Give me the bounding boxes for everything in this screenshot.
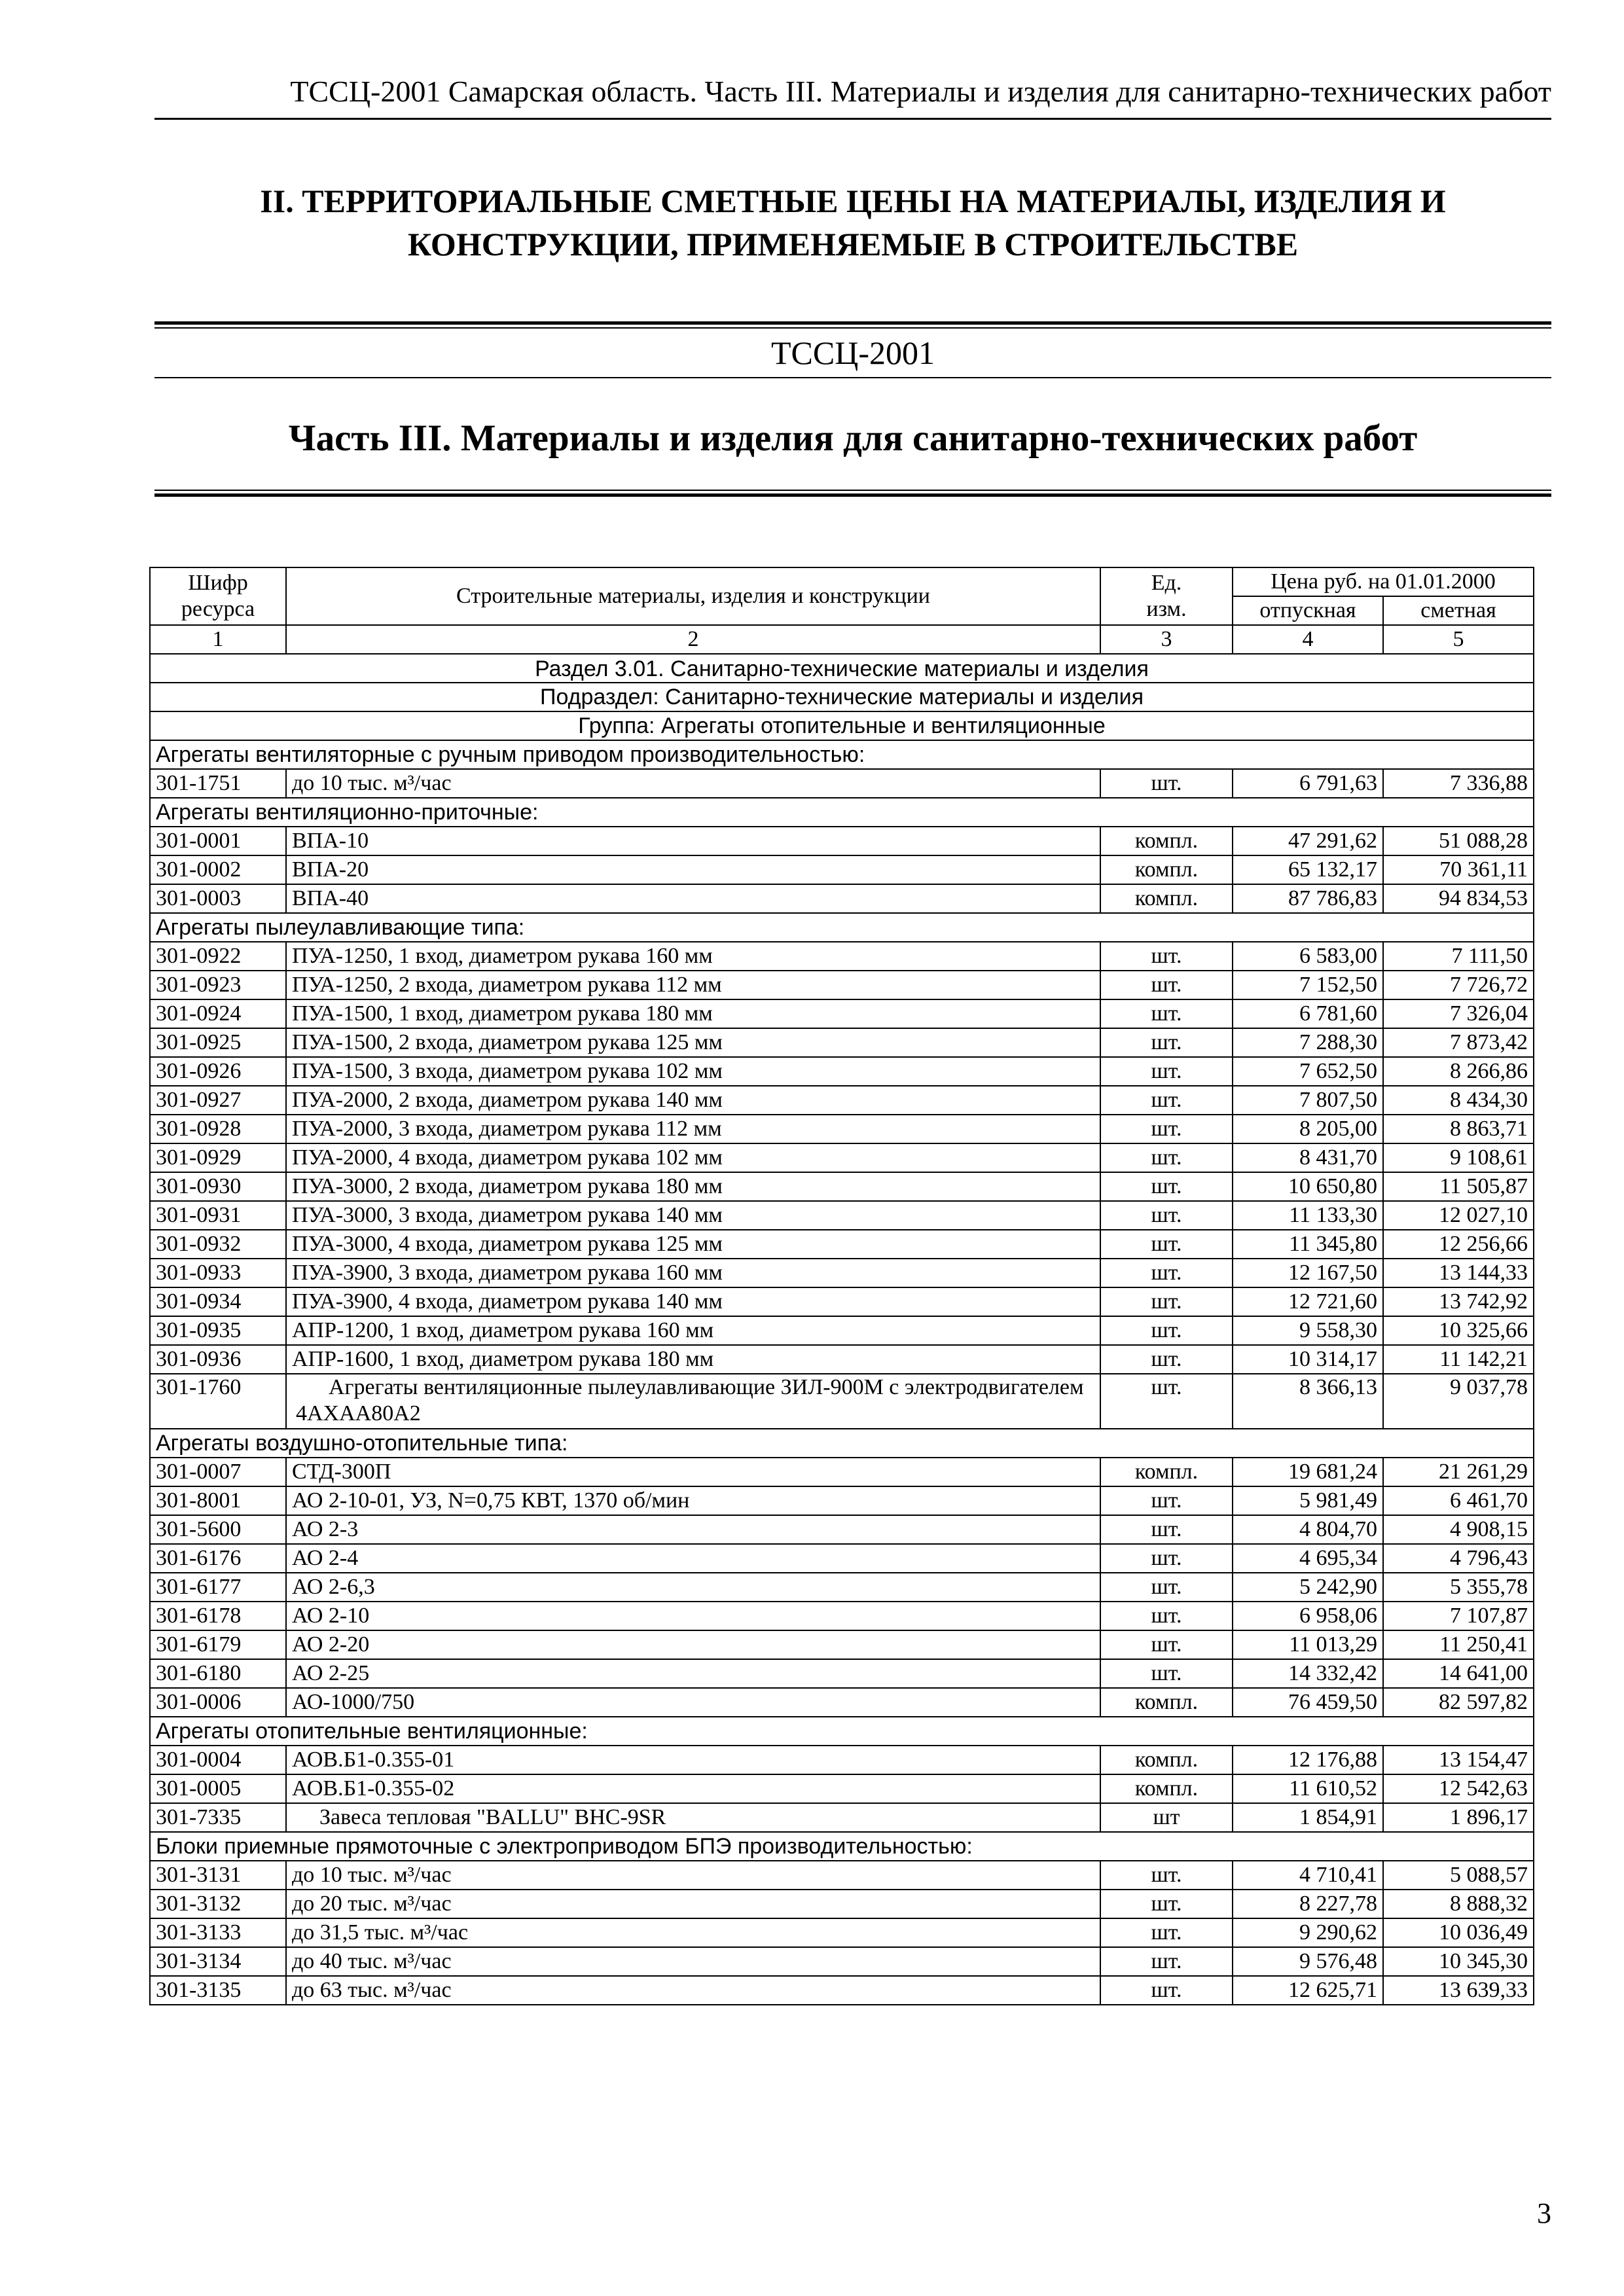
resource-name: до 10 тыс. м³/час [286,1861,1100,1890]
column-number: 5 [1383,625,1534,654]
resource-name: до 31,5 тыс. м³/час [286,1918,1100,1947]
estimate-price: 14 641,00 [1383,1659,1534,1688]
resource-code: 301-6178 [150,1602,286,1630]
estimate-price: 11 250,41 [1383,1630,1534,1659]
resource-code: 301-3133 [150,1918,286,1947]
running-header: ТССЦ-2001 Самарская область. Часть III. Материалы и изделия для санитарно-технических работ [154,65,1551,120]
table-row [150,942,1534,971]
catalog-title: ТССЦ-2001 [771,334,935,371]
table-row [150,1602,1534,1630]
header-code: Шифр ресурса [150,567,286,625]
resource-code: 301-0007 [150,1458,286,1486]
unit-cell: шт. [1100,942,1233,971]
table-row [150,1316,1534,1345]
header-price: Цена руб. на 01.01.2000 [1233,567,1534,596]
unit-cell: шт. [1100,1890,1233,1918]
unit-cell: шт. [1100,999,1233,1028]
table-row [150,1374,1534,1429]
resource-code: 301-0932 [150,1230,286,1259]
estimate-price: 21 261,29 [1383,1458,1534,1486]
estimate-price: 11 142,21 [1383,1345,1534,1374]
resource-name: АПР-1200, 1 вход, диаметром рукава 160 мм [286,1316,1100,1345]
estimate-price: 7 336,88 [1383,769,1534,798]
resource-code: 301-0929 [150,1143,286,1172]
release-price: 9 558,30 [1233,1316,1383,1345]
group-row [150,711,1534,740]
resource-name: АО 2-20 [286,1630,1100,1659]
unit-cell: шт. [1100,1947,1233,1976]
resource-name: ВПА-40 [286,884,1100,913]
block-title: Блоки приемные прямоточные с электроприводом БПЭ производительностью: [150,1832,1534,1861]
resource-code: 301-1760 [150,1374,286,1429]
block-title-row [150,1717,1534,1746]
page-number: 3 [1537,2197,1551,2229]
part-title: Часть III. Материалы и изделия для санитарно-технических работ [288,418,1418,459]
release-price: 4 710,41 [1233,1861,1383,1890]
estimate-price: 8 863,71 [1383,1115,1534,1143]
unit-cell: шт. [1100,1316,1233,1345]
release-price: 4 804,70 [1233,1515,1383,1544]
resource-code: 301-0002 [150,855,286,884]
unit-cell: шт. [1100,769,1233,798]
block-title-row [150,740,1534,769]
resource-code: 301-0923 [150,971,286,999]
estimate-price: 8 434,30 [1383,1086,1534,1115]
resource-code: 301-0924 [150,999,286,1028]
unit-cell: шт. [1100,1486,1233,1515]
resource-code: 301-3131 [150,1861,286,1890]
resource-name: АО 2-4 [286,1544,1100,1573]
resource-code: 301-3134 [150,1947,286,1976]
release-price: 5 981,49 [1233,1486,1383,1515]
unit-cell: шт. [1100,1287,1233,1316]
group-title: Группа: Агрегаты отопительные и вентиляционные [150,711,1534,740]
release-price: 12 176,88 [1233,1746,1383,1774]
resource-name: Завеса тепловая "BALLU" BHC-9SR [286,1803,1100,1832]
table-row [150,1345,1534,1374]
unit-cell: шт. [1100,1057,1233,1086]
estimate-price: 94 834,53 [1383,884,1534,913]
unit-cell: шт. [1100,1230,1233,1259]
resource-name: АО 2-10-01, УЗ, N=0,75 КВТ, 1370 об/мин [286,1486,1100,1515]
table-row [150,1259,1534,1287]
table-row [150,1458,1534,1486]
resource-name: АО 2-6,3 [286,1573,1100,1602]
release-price: 12 625,71 [1233,1976,1383,2005]
unit-cell: шт. [1100,1086,1233,1115]
resource-code: 301-3135 [150,1976,286,2005]
resource-name: до 40 тыс. м³/час [286,1947,1100,1976]
block-title-row [150,913,1534,942]
unit-cell: шт. [1100,1259,1233,1287]
resource-name: до 10 тыс. м³/час [286,769,1100,798]
estimate-price: 10 325,66 [1383,1316,1534,1345]
unit-cell: шт [1100,1803,1233,1832]
table-row [150,1918,1534,1947]
table-row [150,855,1534,884]
release-price: 11 610,52 [1233,1774,1383,1803]
estimate-price: 12 027,10 [1383,1201,1534,1230]
release-price: 8 431,70 [1233,1143,1383,1172]
release-price: 7 807,50 [1233,1086,1383,1115]
estimate-price: 13 154,47 [1383,1746,1534,1774]
block-title: Агрегаты отопительные вентиляционные: [150,1717,1534,1746]
unit-cell: шт. [1100,1544,1233,1573]
resource-name: ПУА-3000, 3 входа, диаметром рукава 140 мм [286,1201,1100,1230]
estimate-price: 70 361,11 [1383,855,1534,884]
resource-code: 301-0928 [150,1115,286,1143]
header-release-price: отпускная [1233,596,1383,625]
unit-cell: шт. [1100,1028,1233,1057]
estimate-price: 5 355,78 [1383,1573,1534,1602]
unit-cell: шт. [1100,1918,1233,1947]
column-numbers-row [150,625,1534,654]
table-row [150,1486,1534,1515]
resource-code: 301-0930 [150,1172,286,1201]
block-title: Агрегаты вентиляционно-приточные: [150,798,1534,827]
resource-name: АО 2-3 [286,1515,1100,1544]
resource-name: до 20 тыс. м³/час [286,1890,1100,1918]
estimate-price: 1 896,17 [1383,1803,1534,1832]
resource-name: АО-1000/750 [286,1688,1100,1717]
table-row [150,1861,1534,1890]
table-row [150,1976,1534,2005]
resource-code: 301-0933 [150,1259,286,1287]
table-row [150,1172,1534,1201]
estimate-price: 9 037,78 [1383,1374,1534,1429]
unit-cell: компл. [1100,855,1233,884]
table-row [150,769,1534,798]
main-title-line-2: КОНСТРУКЦИИ, ПРИМЕНЯЕМЫЕ В СТРОИТЕЛЬСТВЕ [407,226,1299,262]
estimate-price: 11 505,87 [1383,1172,1534,1201]
table-row [150,1573,1534,1602]
unit-cell: компл. [1100,827,1233,855]
estimate-price: 8 266,86 [1383,1057,1534,1086]
table-row [150,1230,1534,1259]
estimate-price: 7 111,50 [1383,942,1534,971]
release-price: 19 681,24 [1233,1458,1383,1486]
table-row [150,1803,1534,1832]
column-number: 2 [286,625,1100,654]
rule-mid [154,377,1551,378]
resource-code: 301-0934 [150,1287,286,1316]
column-number: 3 [1100,625,1233,654]
release-price: 87 786,83 [1233,884,1383,913]
unit-cell: шт. [1100,1172,1233,1201]
resource-name: ПУА-1500, 2 входа, диаметром рукава 125 мм [286,1028,1100,1057]
unit-cell: шт. [1100,1115,1233,1143]
resource-name: ПУА-3900, 3 входа, диаметром рукава 160 мм [286,1259,1100,1287]
resource-code: 301-0001 [150,827,286,855]
estimate-price: 10 036,49 [1383,1918,1534,1947]
table-row [150,1115,1534,1143]
resource-code: 301-0005 [150,1774,286,1803]
estimate-price: 7 326,04 [1383,999,1534,1028]
estimate-price: 13 144,33 [1383,1259,1534,1287]
table-row [150,1746,1534,1774]
table-row [150,1143,1534,1172]
release-price: 6 791,63 [1233,769,1383,798]
table-row [150,827,1534,855]
release-price: 12 167,50 [1233,1259,1383,1287]
release-price: 6 958,06 [1233,1602,1383,1630]
resource-code: 301-0922 [150,942,286,971]
release-price: 11 345,80 [1233,1230,1383,1259]
release-price: 7 652,50 [1233,1057,1383,1086]
estimate-price: 5 088,57 [1383,1861,1534,1890]
subsection-title: Подраздел: Санитарно-технические материалы и изделия [150,683,1534,711]
header-estimate-price: сметная [1383,596,1534,625]
resource-code: 301-6177 [150,1573,286,1602]
block-title: Агрегаты воздушно-отопительные типа: [150,1429,1534,1458]
release-price: 9 576,48 [1233,1947,1383,1976]
table-row [150,971,1534,999]
estimate-price: 7 873,42 [1383,1028,1534,1057]
release-price: 8 227,78 [1233,1890,1383,1918]
block-title-row [150,1429,1534,1458]
release-price: 10 314,17 [1233,1345,1383,1374]
table-row [150,1774,1534,1803]
section-title: Раздел 3.01. Санитарно-технические материалы и изделия [150,654,1534,683]
unit-cell: шт. [1100,1345,1233,1374]
unit-cell: шт. [1100,1143,1233,1172]
subsection-row [150,683,1534,711]
resource-name: ВПА-10 [286,827,1100,855]
resource-code: 301-0935 [150,1316,286,1345]
main-title-line-1: II. ТЕРРИТОРИАЛЬНЫЕ СМЕТНЫЕ ЦЕНЫ НА МАТЕРИАЛЫ, ИЗДЕЛИЯ И [260,183,1446,219]
release-price: 9 290,62 [1233,1918,1383,1947]
resource-name: ПУА-3900, 4 входа, диаметром рукава 140 мм [286,1287,1100,1316]
resource-name: АО 2-10 [286,1602,1100,1630]
table-row [150,1890,1534,1918]
unit-cell: компл. [1100,1688,1233,1717]
unit-cell: компл. [1100,884,1233,913]
release-price: 8 366,13 [1233,1374,1383,1429]
section-row [150,654,1534,683]
unit-cell: шт. [1100,1573,1233,1602]
resource-name: АОВ.Б1-0.355-01 [286,1746,1100,1774]
resource-code: 301-0004 [150,1746,286,1774]
table-row [150,1659,1534,1688]
release-price: 1 854,91 [1233,1803,1383,1832]
table-row [150,1201,1534,1230]
resource-code: 301-6176 [150,1544,286,1573]
estimate-price: 82 597,82 [1383,1688,1534,1717]
estimate-price: 13 639,33 [1383,1976,1534,2005]
estimate-price: 7 107,87 [1383,1602,1534,1630]
resource-name: ПУА-2000, 4 входа, диаметром рукава 102 мм [286,1143,1100,1172]
release-price: 4 695,34 [1233,1544,1383,1573]
block-title-row [150,1832,1534,1861]
release-price: 5 242,90 [1233,1573,1383,1602]
table-row [150,1028,1534,1057]
release-price: 8 205,00 [1233,1115,1383,1143]
unit-cell: шт. [1100,1201,1233,1230]
release-price: 10 650,80 [1233,1172,1383,1201]
main-title [154,179,1551,266]
unit-cell: шт. [1100,971,1233,999]
resource-code: 301-0926 [150,1057,286,1086]
table-row [150,1515,1534,1544]
resource-name: ПУА-1250, 1 вход, диаметром рукава 160 мм [286,942,1100,971]
resource-name: ВПА-20 [286,855,1100,884]
release-price: 65 132,17 [1233,855,1383,884]
estimate-price: 12 542,63 [1383,1774,1534,1803]
resource-code: 301-5600 [150,1515,286,1544]
resource-name: ПУА-2000, 3 входа, диаметром рукава 112 мм [286,1115,1100,1143]
unit-cell: компл. [1100,1458,1233,1486]
estimate-price: 12 256,66 [1383,1230,1534,1259]
estimate-price: 4 796,43 [1383,1544,1534,1573]
resource-name: ПУА-3000, 2 входа, диаметром рукава 180 мм [286,1172,1100,1201]
release-price: 14 332,42 [1233,1659,1383,1688]
resource-name: ПУА-1500, 1 вход, диаметром рукава 180 мм [286,999,1100,1028]
estimate-price: 4 908,15 [1383,1515,1534,1544]
estimate-price: 8 888,32 [1383,1890,1534,1918]
resource-name: ПУА-2000, 2 входа, диаметром рукава 140 мм [286,1086,1100,1115]
table-row [150,1086,1534,1115]
table-header-row-1 [150,567,1534,596]
resource-code: 301-0927 [150,1086,286,1115]
release-price: 6 781,60 [1233,999,1383,1028]
resource-name: АПР-1600, 1 вход, диаметром рукава 180 мм [286,1345,1100,1374]
resource-code: 301-7335 [150,1803,286,1832]
resource-code: 301-3132 [150,1890,286,1918]
release-price: 7 288,30 [1233,1028,1383,1057]
resource-code: 301-0931 [150,1201,286,1230]
release-price: 7 152,50 [1233,971,1383,999]
estimate-price: 10 345,30 [1383,1947,1534,1976]
table-row [150,884,1534,913]
resource-code: 301-0936 [150,1345,286,1374]
resource-name: Агрегаты вентиляционные пылеулавливающие ЗИЛ-900М с электродвигателем 4АХАА80А2 [286,1374,1100,1429]
unit-cell: шт. [1100,1630,1233,1659]
release-price: 47 291,62 [1233,827,1383,855]
table-row [150,1630,1534,1659]
double-rule-top [154,321,1551,329]
release-price: 6 583,00 [1233,942,1383,971]
block-title: Агрегаты вентиляторные с ручным приводом производительностью: [150,740,1534,769]
price-table [149,567,1534,2005]
unit-cell: шт. [1100,1374,1233,1429]
release-price: 76 459,50 [1233,1688,1383,1717]
unit-cell: компл. [1100,1746,1233,1774]
unit-cell: шт. [1100,1659,1233,1688]
table-row [150,1057,1534,1086]
table-row [150,1947,1534,1976]
resource-name: АО 2-25 [286,1659,1100,1688]
table-row [150,1544,1534,1573]
release-price: 12 721,60 [1233,1287,1383,1316]
resource-code: 301-1751 [150,769,286,798]
column-number: 1 [150,625,286,654]
resource-code: 301-0003 [150,884,286,913]
resource-name: ПУА-1250, 2 входа, диаметром рукава 112 мм [286,971,1100,999]
resource-code: 301-8001 [150,1486,286,1515]
table-row [150,999,1534,1028]
resource-name: ПУА-3000, 4 входа, диаметром рукава 125 мм [286,1230,1100,1259]
unit-cell: компл. [1100,1774,1233,1803]
double-rule-bottom [154,490,1551,497]
estimate-price: 13 742,92 [1383,1287,1534,1316]
resource-code: 301-0925 [150,1028,286,1057]
release-price: 11 013,29 [1233,1630,1383,1659]
release-price: 11 133,30 [1233,1201,1383,1230]
resource-name: СТД-300П [286,1458,1100,1486]
estimate-price: 7 726,72 [1383,971,1534,999]
resource-name: АОВ.Б1-0.355-02 [286,1774,1100,1803]
table-row [150,1688,1534,1717]
header-name: Строительные материалы, изделия и конструкции [286,567,1100,625]
unit-cell: шт. [1100,1515,1233,1544]
block-title: Агрегаты пылеулавливающие типа: [150,913,1534,942]
column-number: 4 [1233,625,1383,654]
resource-name: до 63 тыс. м³/час [286,1976,1100,2005]
estimate-price: 51 088,28 [1383,827,1534,855]
table-row [150,1287,1534,1316]
unit-cell: шт. [1100,1602,1233,1630]
resource-name: ПУА-1500, 3 входа, диаметром рукава 102 мм [286,1057,1100,1086]
resource-code: 301-6179 [150,1630,286,1659]
resource-code: 301-6180 [150,1659,286,1688]
header-unit: Ед. изм. [1100,567,1233,625]
unit-cell: шт. [1100,1976,1233,2005]
estimate-price: 9 108,61 [1383,1143,1534,1172]
block-title-row [150,798,1534,827]
estimate-price: 6 461,70 [1383,1486,1534,1515]
resource-code: 301-0006 [150,1688,286,1717]
unit-cell: шт. [1100,1861,1233,1890]
